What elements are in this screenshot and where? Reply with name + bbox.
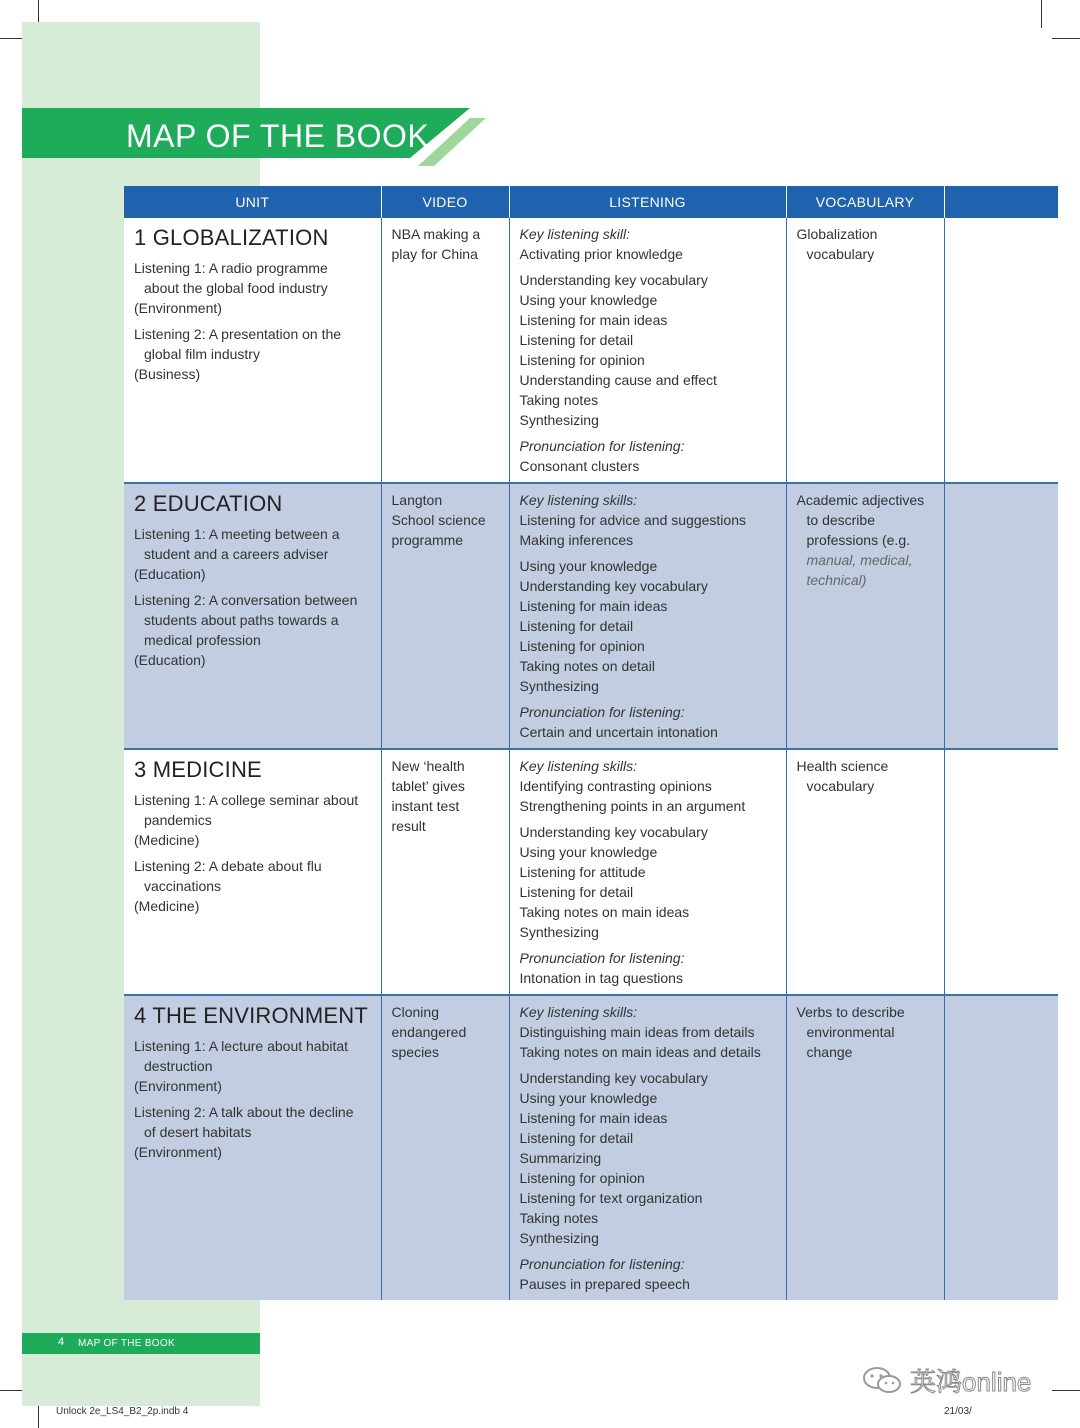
wechat-icon	[862, 1365, 902, 1395]
title-banner	[22, 108, 492, 166]
column-header-listening: LISTENING	[509, 186, 786, 218]
unit-listening-line: Listening 1: A meeting between a	[134, 526, 340, 542]
video-line: Langton	[391, 492, 443, 508]
vocabulary-line: vocabulary	[806, 246, 875, 262]
pronunciation-item: Intonation in tag questions	[519, 970, 683, 986]
key-skill-item: Taking notes on main ideas and details	[519, 1044, 761, 1060]
listening-skill-item: Listening for attitude	[519, 864, 646, 880]
vocabulary-line: Health science	[796, 758, 889, 774]
video-line: play for China	[391, 246, 478, 262]
pronunciation-heading: Pronunciation for listening:	[519, 950, 685, 966]
unit-listening-line: Listening 2: A debate about flu	[134, 858, 322, 874]
column-header-video: VIDEO	[381, 186, 509, 218]
video-content	[382, 750, 509, 842]
listening-skill-item: Listening for text organization	[519, 1190, 703, 1206]
slug-right: 21/03/	[944, 1406, 972, 1417]
column-header-unit: UNIT	[124, 186, 381, 218]
vocabulary-line: vocabulary	[806, 778, 875, 794]
vocabulary-content	[787, 996, 944, 1068]
video-line: New ‘health	[391, 758, 465, 774]
column-header-vocabulary: VOCABULARY	[786, 186, 944, 218]
listening-skill-item: Summarizing	[519, 1150, 602, 1166]
video-content	[382, 996, 509, 1068]
listening-skill-item: Taking notes	[519, 392, 599, 408]
unit-title: 4 THE ENVIRONMENT	[134, 1003, 369, 1028]
key-skill-item: Activating prior knowledge	[519, 246, 683, 262]
vocabulary-example: technical)	[806, 572, 867, 588]
unit-listening-line: (Medicine)	[134, 898, 200, 914]
unit-listening-line: of desert habitats	[144, 1124, 252, 1140]
unit-cell	[124, 218, 381, 483]
video-cell	[381, 995, 509, 1300]
extra-cell	[944, 218, 1058, 483]
unit-listening-line: Listening 1: A radio programme	[134, 260, 328, 276]
unit-listening-line: Listening 2: A talk about the decline	[134, 1104, 354, 1120]
unit-listening-line: Listening 1: A college seminar about	[134, 792, 359, 808]
key-skill-item: Strengthening points in an argument	[519, 798, 746, 814]
listening-skill-item: Using your knowledge	[519, 844, 658, 860]
listening-skill-item: Understanding key vocabulary	[519, 824, 708, 840]
video-line: instant test	[391, 798, 460, 814]
unit-listening-line: Listening 1: A lecture about habitat	[134, 1038, 349, 1054]
unit-content	[124, 218, 381, 390]
vocabulary-line: to describe	[806, 512, 875, 528]
vocabulary-cell	[786, 218, 944, 483]
column-header-extra	[944, 186, 1058, 218]
footer-label: MAP OF THE BOOK	[78, 1338, 175, 1349]
listening-skill-item: Listening for main ideas	[519, 1110, 668, 1126]
unit-content	[124, 996, 381, 1168]
unit-content	[124, 484, 381, 676]
video-line: species	[391, 1044, 439, 1060]
unit-listening-line: (Business)	[134, 366, 201, 382]
video-line: programme	[391, 532, 464, 548]
vocabulary-line: change	[806, 1044, 853, 1060]
page-number: 4	[58, 1336, 65, 1348]
video-line: School science	[391, 512, 486, 528]
listening-skill-item: Synthesizing	[519, 678, 599, 694]
key-skill-heading: Key listening skills:	[519, 1004, 637, 1020]
page-title: MAP OF THE BOOK	[126, 118, 430, 154]
listening-content	[510, 996, 786, 1300]
vocabulary-line: environmental	[806, 1024, 895, 1040]
unit-listening-line: about the global food industry	[144, 280, 328, 296]
video-cell	[381, 483, 509, 749]
listening-content	[510, 750, 786, 994]
table-row	[124, 218, 1058, 483]
unit-title: 1 GLOBALIZATION	[134, 225, 329, 250]
key-skill-heading: Key listening skill:	[519, 226, 630, 242]
unit-listening-line: (Environment)	[134, 300, 222, 316]
key-skill-item: Distinguishing main ideas from details	[519, 1024, 755, 1040]
vocabulary-cell	[786, 749, 944, 995]
footer-bar	[22, 1333, 260, 1354]
unit-cell	[124, 749, 381, 995]
key-skill-item: Identifying contrasting opinions	[519, 778, 712, 794]
pronunciation-item: Pauses in prepared speech	[519, 1276, 690, 1292]
listening-skill-item: Understanding key vocabulary	[519, 272, 708, 288]
key-skill-heading: Key listening skills:	[519, 758, 637, 774]
listening-skill-item: Taking notes on main ideas	[519, 904, 690, 920]
listening-cell	[509, 749, 786, 995]
listening-skill-item: Listening for opinion	[519, 638, 645, 654]
pronunciation-item: Certain and uncertain intonation	[519, 724, 718, 740]
listening-skill-item: Listening for main ideas	[519, 598, 668, 614]
pronunciation-item: Consonant clusters	[519, 458, 640, 474]
listening-content	[510, 218, 786, 482]
map-table	[124, 186, 1058, 1300]
unit-listening-line: (Environment)	[134, 1144, 222, 1160]
unit-title: 2 EDUCATION	[134, 491, 283, 516]
video-content	[382, 218, 509, 270]
vocabulary-line: professions (e.g.	[806, 532, 910, 548]
unit-listening-line: vaccinations	[144, 878, 222, 894]
video-cell	[381, 749, 509, 995]
table-row	[124, 749, 1058, 995]
video-line: result	[391, 818, 426, 834]
watermark-text: 英鸿online	[910, 1366, 1032, 1397]
video-cell	[381, 218, 509, 483]
pronunciation-heading: Pronunciation for listening:	[519, 1256, 685, 1272]
video-line: endangered	[391, 1024, 467, 1040]
listening-skill-item: Listening for detail	[519, 618, 634, 634]
video-line: NBA making a	[391, 226, 481, 242]
listening-cell	[509, 218, 786, 483]
table-row	[124, 483, 1058, 749]
listening-skill-item: Using your knowledge	[519, 1090, 658, 1106]
key-skill-item: Making inferences	[519, 532, 634, 548]
vocabulary-content	[787, 218, 944, 270]
unit-listening-line: students about paths towards a	[144, 612, 339, 628]
listening-skill-item: Understanding key vocabulary	[519, 578, 708, 594]
listening-skill-item: Understanding cause and effect	[519, 372, 717, 388]
unit-listening-line: (Education)	[134, 566, 206, 582]
listening-skill-item: Using your knowledge	[519, 292, 658, 308]
listening-skill-item: Listening for detail	[519, 884, 634, 900]
unit-listening-line: destruction	[144, 1058, 213, 1074]
listening-skill-item: Listening for main ideas	[519, 312, 668, 328]
unit-listening-line: medical profession	[144, 632, 261, 648]
extra-cell	[944, 483, 1058, 749]
listening-skill-item: Listening for opinion	[519, 352, 645, 368]
unit-cell	[124, 483, 381, 749]
listening-skill-item: Taking notes on detail	[519, 658, 655, 674]
listening-cell	[509, 995, 786, 1300]
vocabulary-example: manual, medical,	[806, 552, 913, 568]
video-content	[382, 484, 509, 556]
key-skill-item: Listening for advice and suggestions	[519, 512, 746, 528]
listening-skill-item: Understanding key vocabulary	[519, 1070, 708, 1086]
crop-mark	[1052, 38, 1080, 39]
listening-content	[510, 484, 786, 748]
key-skill-heading: Key listening skills:	[519, 492, 637, 508]
unit-title: 3 MEDICINE	[134, 757, 262, 782]
listening-skill-item: Synthesizing	[519, 1230, 599, 1246]
listening-skill-item: Taking notes	[519, 1210, 599, 1226]
watermark	[862, 1362, 1031, 1398]
table-header-row	[124, 186, 1058, 218]
listening-skill-item: Using your knowledge	[519, 558, 658, 574]
pronunciation-heading: Pronunciation for listening:	[519, 704, 685, 720]
unit-listening-line: Listening 2: A presentation on the	[134, 326, 342, 342]
table-row	[124, 995, 1058, 1300]
slug-left: Unlock 2e_LS4_B2_2p.indb 4	[56, 1406, 189, 1417]
crop-mark	[1041, 0, 1042, 28]
vocabulary-line: Verbs to describe	[796, 1004, 905, 1020]
unit-cell	[124, 995, 381, 1300]
video-line: tablet’ gives	[391, 778, 465, 794]
unit-listening-line: (Environment)	[134, 1078, 222, 1094]
listening-skill-item: Listening for detail	[519, 332, 634, 348]
video-line: Cloning	[391, 1004, 439, 1020]
crop-mark	[1052, 1390, 1080, 1391]
vocabulary-content	[787, 750, 944, 802]
pronunciation-heading: Pronunciation for listening:	[519, 438, 685, 454]
unit-listening-line: student and a careers adviser	[144, 546, 329, 562]
listening-skill-item: Synthesizing	[519, 924, 599, 940]
vocabulary-cell	[786, 483, 944, 749]
listening-skill-item: Listening for detail	[519, 1130, 634, 1146]
extra-cell	[944, 995, 1058, 1300]
unit-listening-line: pandemics	[144, 812, 212, 828]
vocabulary-line: Globalization	[796, 226, 878, 242]
unit-content	[124, 750, 381, 922]
vocabulary-cell	[786, 995, 944, 1300]
extra-cell	[944, 749, 1058, 995]
vocabulary-content	[787, 484, 944, 596]
listening-skill-item: Synthesizing	[519, 412, 599, 428]
unit-listening-line: (Medicine)	[134, 832, 200, 848]
unit-listening-line: (Education)	[134, 652, 206, 668]
unit-listening-line: Listening 2: A conversation between	[134, 592, 358, 608]
listening-cell	[509, 483, 786, 749]
listening-skill-item: Listening for opinion	[519, 1170, 645, 1186]
vocabulary-line: Academic adjectives	[796, 492, 925, 508]
unit-listening-line: global film industry	[144, 346, 260, 362]
